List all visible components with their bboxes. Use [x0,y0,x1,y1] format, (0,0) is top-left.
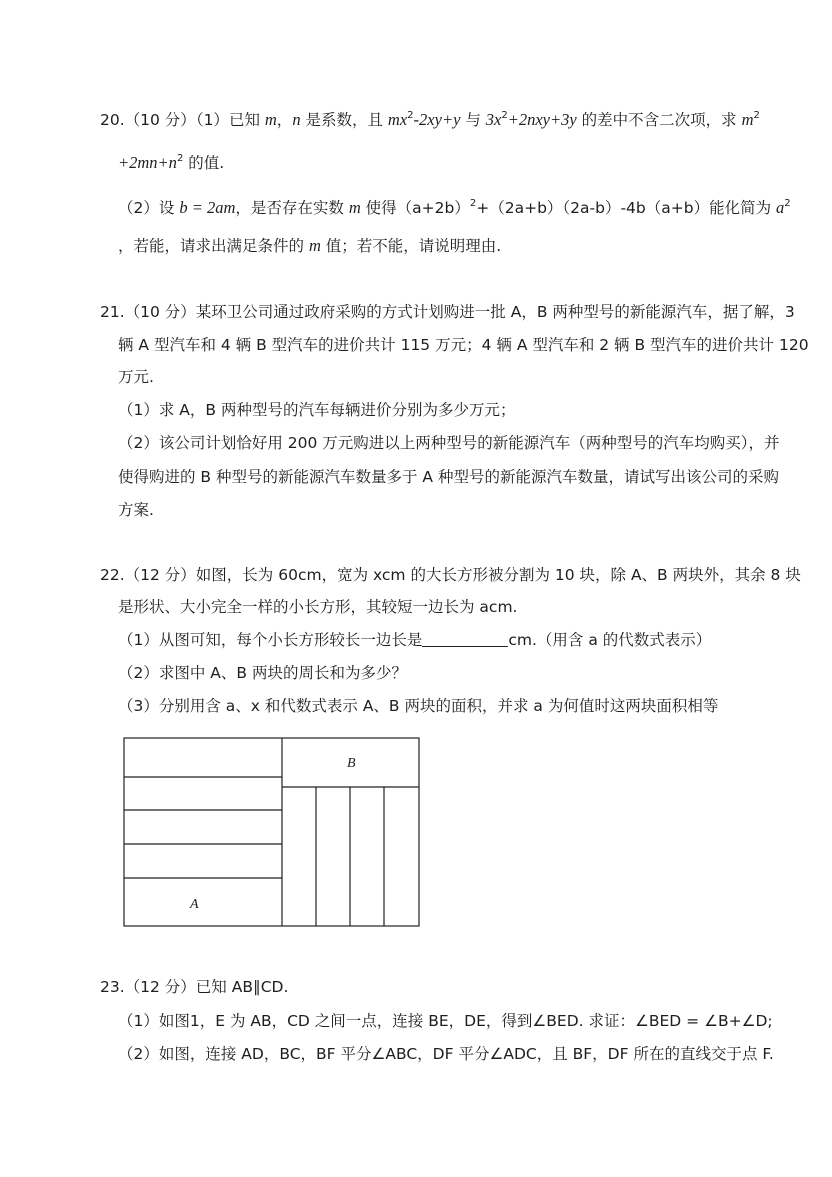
q20-sup: 2 [753,110,760,121]
q21-line-2: 辆 A 型汽车和 4 辆 B 型汽车的进价共计 115 万元；4 辆 A 型汽车和 2 辆 B 型汽车的进价共计 120 [118,336,809,354]
q21-line-4: （1）求 A，B 两种型号的汽车每辆进价分别为多少万元； [118,401,516,419]
q20-text: 已知 [228,111,265,129]
q20-number: 20. [100,111,125,129]
q20-text: 使得（a+2b） [360,199,470,217]
q22-line-5: （3）分别用含 a、x 和代数式表示 A、B 两块的面积，并求 a 为何值时这两块面积相等 [118,697,719,715]
q22-text: cm.（用含 a 的代数式表示） [508,631,712,649]
q20-text: 的值. [183,154,225,172]
q23-line-2: （1）如图1，E 为 AB，CD 之间一点，连接 BE，DE，得到∠BED. 求证：∠BED = ∠B+∠D; [118,1012,773,1030]
q23-line-1: 23.（12 分）已知 AB∥CD. [100,978,289,996]
outer-rectangle [124,738,419,926]
q20-var: m [308,236,321,255]
q20-part1-label: （1） [195,111,229,129]
q20-text: 设 [158,199,180,217]
q20-part2-label: （2） [118,199,159,217]
q21-line-3: 万元. [118,368,154,386]
q22-line-2: 是形状、大小完全一样的小长方形，其较短一边长为 acm. [118,598,518,616]
q20-text: 值；若不能，请说明理由. [320,237,502,255]
q21-line-5: （2）该公司计划恰好用 200 万元购进以上两种型号的新能源汽车（两种型号的汽车均购买），并 [118,434,780,452]
q20-var: n [292,110,301,129]
q20-sup: 2 [784,198,791,209]
q20-expr: mx [387,110,408,129]
q20-expr: -2xy+y [413,110,461,129]
q21-line-1: 21.（10 分）某环卫公司通过政府采购的方式计划购进一批 A，B 两种型号的新能源汽车，据了解，3 [100,303,795,321]
q20-expr: +2mn+n [118,153,177,172]
q20-expr: b = 2am [179,198,236,217]
q20-sup: 2 [176,153,184,164]
label-a: A [190,897,199,912]
q21-line-6: 使得购进的 B 种型号的新能源汽车数量多于 A 种型号的新能源汽车数量，请试写出该公司的采购 [118,468,779,486]
q22-line-4: （2）求图中 A、B 两块的周长和为多少？ [118,664,407,682]
q20-text: 的差中不含二次项，求 [576,111,742,129]
q20-var: a [776,198,785,217]
q20-text: 是系数，且 [300,111,388,129]
q20-text: ，是否存在实数 [235,199,349,217]
q20-expr: +2nxy+3y [507,110,577,129]
label-b: B [347,756,356,771]
q20-sup: 2 [501,110,508,121]
q20-var: m [348,198,361,217]
q20-text: 与 [460,111,486,129]
q23-line-3: （2）如图，连接 AD，BC，BF 平分∠ABC，DF 平分∠ADC，且 BF，DF 所在的直线交于点 F. [118,1045,774,1063]
q20-text: ， [276,111,293,129]
q21-line-7: 方案. [118,501,154,519]
q22-line-1: 22.（12 分）如图，长为 60cm，宽为 xcm 的大长方形被分割为 10 块，除 A、B 两块外，其余 8 块 [100,566,801,584]
q22-text: （1）从图可知，每个小长方形较长一边长是 [118,631,423,649]
q20-var: m [264,110,277,129]
q20-text: ，若能，请求出满足条件的 [118,237,309,255]
q20-score: （10 分） [124,111,196,129]
q20-expr: 3x [485,110,502,129]
q20-sup: 2 [469,198,477,209]
q20-sup: 2 [407,110,414,121]
q20-expr: m [741,110,754,129]
q20-text: +（2a+b）（2a-b）-4b（a+b）能化简为 [476,199,776,217]
